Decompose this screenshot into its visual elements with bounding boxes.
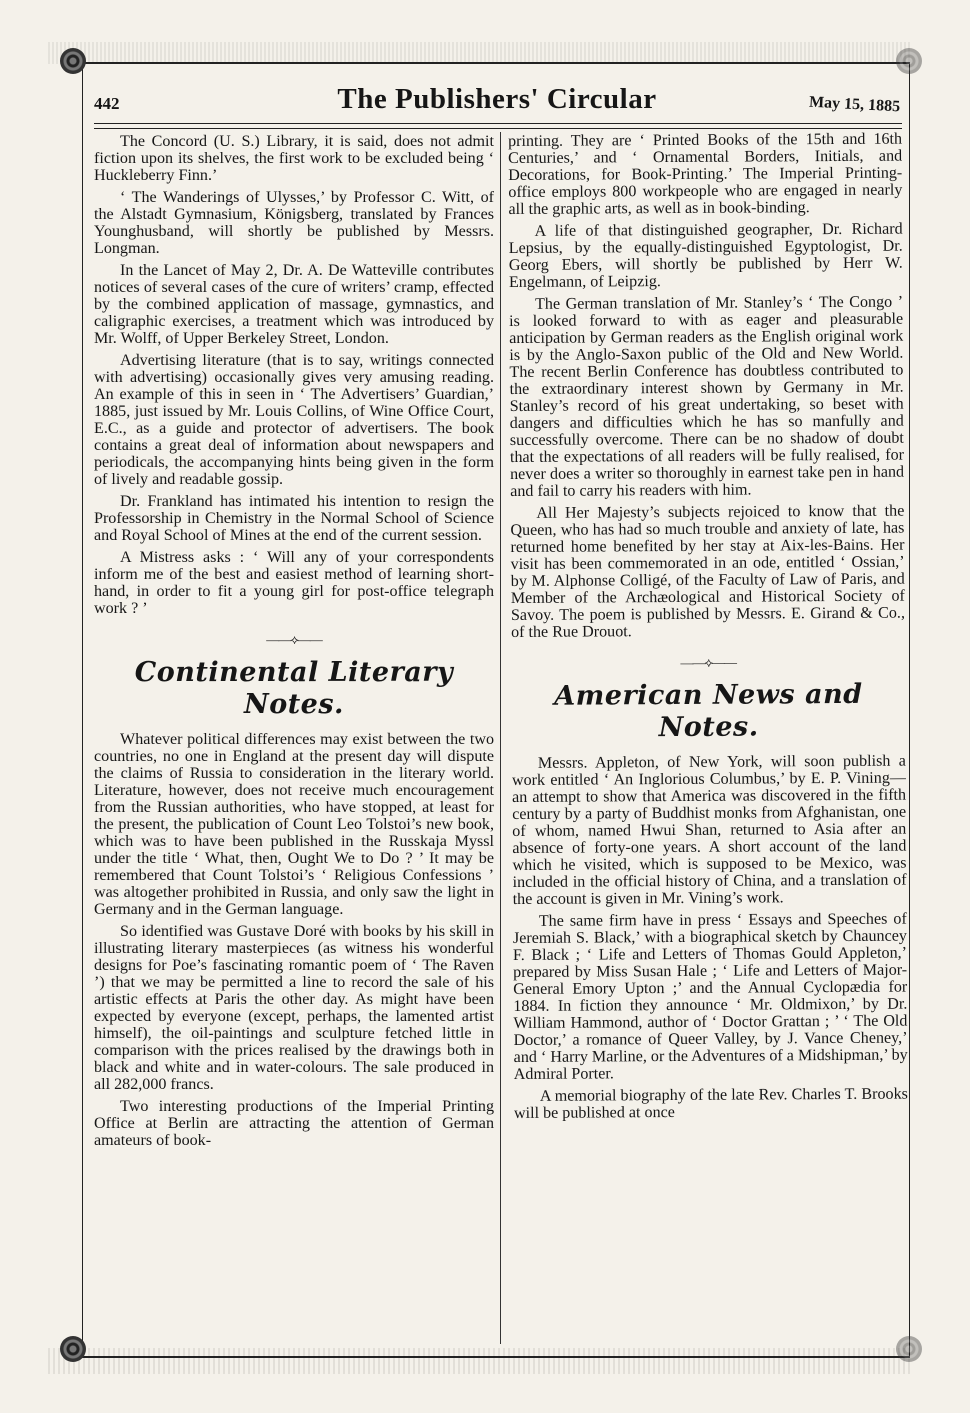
paragraph-continuation: printing. They are ‘ Printed Books of the 15th and 16th Centuries,’ and ‘ Ornamental Borders, Initials, and Decorations, for Book-Printing.’ The Imperial Printing-office employs 800 workpeople who are engaged in nearly all the graphic arts, as well as in book-binding. xyxy=(508,130,903,218)
paragraph: The same firm have in press ‘ Essays and Speeches of Jeremiah S. Black,’ with a biographical sketch by Chauncey F. Black ; ‘ Life and Letters of Thomas Gould Appleton,’ prepared by Miss Susan Hale ; ‘ Life and Letters of Major-General Emory Upton ;’ and the Annual Cyclopædia for 1884. In fiction they announce ‘ Mr. Oldmixon,’ by Dr. William Hammond, author of ‘ Doctor Grattan ; ’ ‘ The Old Doctor,’ a romance of Queer Valley, by J. Vance Cheney,’ and ‘ Harry Marline, or the Adventures of a Midshipman,’ by Admiral Porter. xyxy=(512,910,908,1083)
paragraph: A life of that distinguished geographer, Dr. Richard Lepsius, by the equally-distinguished Egyptologist, Dr. Georg Ebers, will shortly be published by Herr W. Engelmann, of Leipzig. xyxy=(508,220,903,291)
top-print-texture xyxy=(48,42,910,64)
paragraph: A Mistress asks : ‘ Will any of your correspondents inform me of the best and easiest method of learning short-hand, in order to fit a young girl for post-office telegraph work ? ’ xyxy=(94,549,494,617)
paragraph: In the Lancet of May 2, Dr. A. De Watteville contributes notices of several cases of the cure of writers’ cramp, effected by the combined application of massage, gymnastics, and caligraphic exercises, a treatment which was introduced by Mr. Wolff, of Upper Berkeley Street, London. xyxy=(94,262,494,347)
corner-ornament-icon xyxy=(896,48,922,74)
section-divider: ——⟡—— xyxy=(266,632,322,647)
right-column xyxy=(508,131,909,1345)
paragraph: ‘ The Wanderings of Ulysses,’ by Professor C. Witt, of the Alstadt Gymnasium, Königsberg, translated by Frances Younghusband, will shortly be published by Messrs. Longman. xyxy=(94,189,494,257)
page-number: 442 xyxy=(94,94,120,113)
corner-ornament-icon xyxy=(60,48,86,74)
paragraph: A memorial biography of the late Rev. Charles T. Brooks will be published at once xyxy=(513,1085,908,1122)
paragraph: Two interesting productions of the Imperial Printing Office at Berlin are attracting the attention of German amateurs of book- xyxy=(94,1098,494,1149)
page-header xyxy=(94,80,900,120)
paragraph: So identified was Gustave Doré with books by his skill in illustrating literary masterpieces (as witness his wonderful designs for Poe’s fascinating romantic poem of ‘ The Raven ’) that we may be permitted a line to record the sale of his artistic effects at Paris the other day. As might have been expected by everyone (except, perhaps, the lamented artist himself), the oil-paintings and sculpture fetched little in comparison with the prices realised by the drawings both in black and white and in water-colours. The sale produced in all 282,000 francs. xyxy=(94,923,494,1093)
paragraph: The German translation of Mr. Stanley’s ‘ The Congo ’ is looked forward to with as eager and pleasurable anticipation by German readers as the English original work is by the Anglo-Saxon public of the Old and New World. The recent Berlin Conference has doubtless contributed to the extraordinary interest shown by Germany in Mr. Stanley’s record of his great undertaking, so beset with dangers and difficulties which he has so manfully and successfully overcome. There can be no shadow of doubt that the expectations of all readers will be fully realised, for never does a writer so thoroughly in earnest take pen in hand and fail to carry his readers with him. xyxy=(509,293,905,500)
paragraph: The Concord (U. S.) Library, it is said, does not admit fiction upon its shelves, the first work to be excluded being ‘ Huckleberry Finn.’ xyxy=(94,133,494,184)
header-rule xyxy=(94,123,902,129)
issue-date: May 15, 1885 xyxy=(808,93,901,116)
paragraph: Dr. Frankland has intimated his intention to resign the Professorship in Chemistry in the Normal School of Science and Royal School of Mines at the end of the current session. xyxy=(94,493,494,544)
paragraph: All Her Majesty’s subjects rejoiced to know that the Queen, who has had so much trouble and anxiety of late, has returned home benefited by her stay at Aix-les-Bains. Her visit has been commemorated in an ode, entitled ‘ Ossian,’ by M. Alphonse Colligé, of the Faculty of Law of Paris, and Member of the Archæological and Historical Society of Savoy. The poem is published by Messrs. E. Girand & Co., of the Rue Drouot. xyxy=(510,502,905,641)
column-divider xyxy=(500,132,501,1344)
paragraph: Advertising literature (that is to say, writings connected with advertising) occasionally gives very amusing reading. An example of this in seen in ‘ The Advertisers’ Guardian,’ 1885, just issued by Mr. Louis Collins, of Wine Office Court, E.C., as a guide and protector of advertisers. The book contains a great deal of information about newspapers and periodicals, the accompanying hints being given in the form of lively and readable gossip. xyxy=(94,352,494,488)
corner-ornament-icon xyxy=(60,1336,86,1362)
running-title: The Publishers' Circular xyxy=(337,83,657,115)
section-heading-american: American News and Notes. xyxy=(554,678,863,744)
left-column xyxy=(94,133,494,1345)
section-heading-continental: Continental Literary Notes. xyxy=(134,657,454,720)
paragraph: Whatever political differences may exist between the two countries, no one in England at the present day will dispute the claims of Russia to consideration in the literary world. Literature, however, does not receive much encouragement from the Russian authorities, who have stopped, at least for the present, the publication of Count Leo Tolstoi’s new book, which was to have been published in the Russkaja Myssl under the title ‘ What, then, Ought We to Do ? ’ It may be remembered that Count Tolstoi’s ‘ Religious Confessions ’ was altogether prohibited in Russia, and only saw the light in Germany and in the German language. xyxy=(94,731,494,918)
section-divider: ——⟡—— xyxy=(680,654,737,670)
paragraph: Messrs. Appleton, of New York, will soon publish a work entitled ‘ An Inglorious Columbus,’ by E. P. Vining—an attempt to show that America was discovered in the fifth century by a party of Buddhist monks from Afghanistan, one of whom, named Hwui Shan, returned to Asia after an absence of forty-one years. A short account of the land which he visited, which is supposed to be Mexico, was included in the official history of China, and a translation of the account is given in Mr. Vining’s work. xyxy=(511,752,907,908)
